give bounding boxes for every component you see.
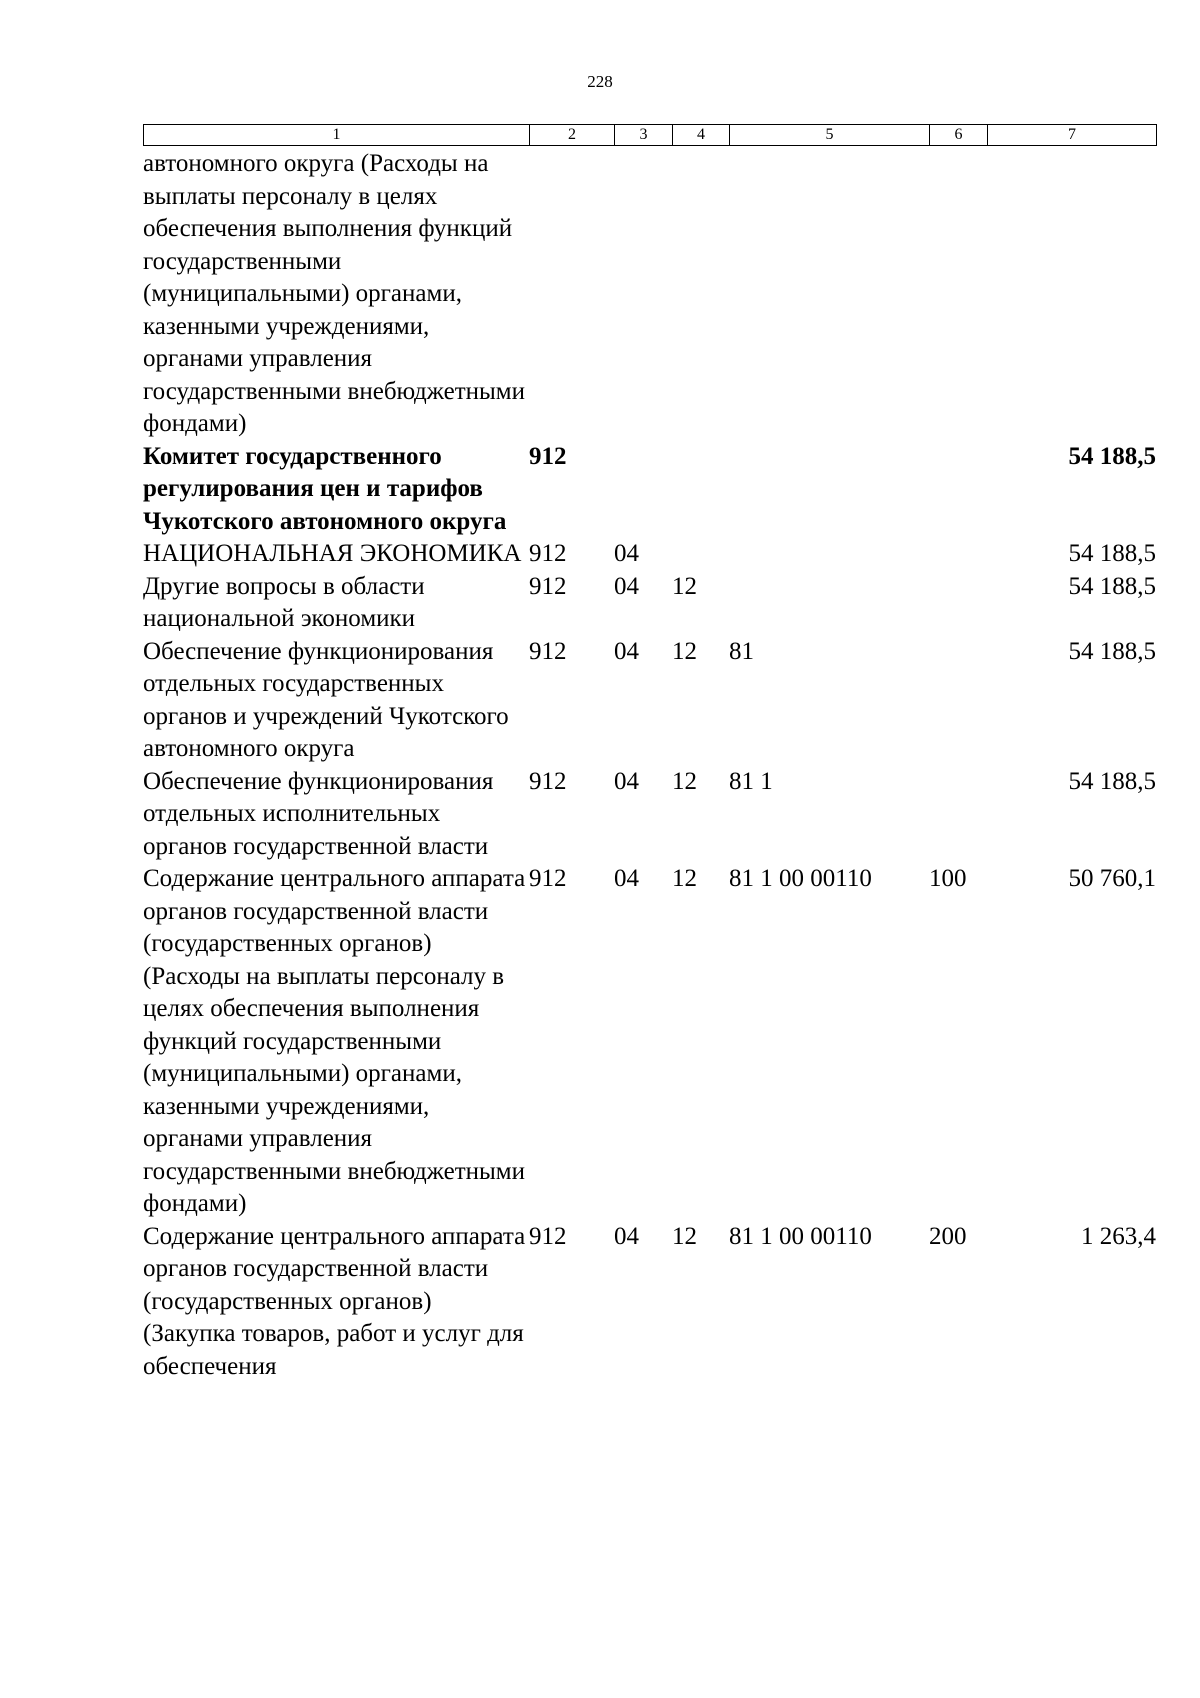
row-subsection: 12: [672, 572, 697, 600]
row-name: Обеспечение функционирования отдельных государственных органов и учреждений Чукотского автономного округа: [143, 637, 509, 762]
row-expense-type: [929, 571, 987, 636]
row-target-article: 81 1 00 00110: [729, 1222, 872, 1250]
row-target-article: [729, 571, 929, 636]
row-expense-type: 100: [929, 865, 967, 892]
row-subsection: 12: [672, 767, 697, 795]
row-section: 04: [614, 540, 639, 567]
page-number: 228: [587, 72, 613, 91]
row-expense-type: [929, 636, 987, 766]
row-target-article: [729, 148, 929, 441]
row-subsection: [672, 441, 729, 539]
row-section: 04: [614, 865, 639, 892]
row-admin-code: 912: [529, 767, 567, 795]
row-name: Обеспечение функционирования отдельных исполнительных органов государственной власти: [143, 767, 494, 860]
row-amount: 54 188,5: [1068, 637, 1156, 665]
row-expense-type: [929, 148, 987, 441]
budget-table: [143, 148, 1156, 1383]
row-admin-code: 912: [529, 637, 567, 665]
column-number-7: 7: [988, 125, 1157, 146]
row-admin-code: 912: [529, 540, 567, 567]
row-name: Содержание центрального аппарата органов государственной власти (государственных органов) (Расходы на выплаты персоналу в целях обеспечения выполнения функций государственными (муниципальными) органами, казенными учреждениями, органами управления государственными внебюджетными фондами): [143, 865, 526, 1217]
column-number-3: 3: [615, 125, 673, 146]
column-number-2: 2: [530, 125, 615, 146]
table-row: [143, 571, 1156, 636]
row-amount: 1 263,4: [1081, 1222, 1156, 1250]
row-section: 04: [614, 637, 639, 665]
row-admin-code: [529, 148, 614, 441]
row-section: 04: [614, 1222, 639, 1250]
row-target-article: 81 1 00 00110: [729, 865, 872, 892]
row-admin-code: 912: [529, 442, 567, 470]
table-row: [143, 863, 1156, 1221]
column-number-row: [144, 125, 1157, 146]
row-admin-code: 912: [529, 572, 567, 600]
column-number-6: 6: [930, 125, 988, 146]
row-target-article: [729, 441, 929, 539]
row-name: НАЦИОНАЛЬНАЯ ЭКОНОМИКА: [143, 540, 522, 567]
row-admin-code: 912: [529, 865, 567, 892]
row-target-article: 81: [729, 637, 754, 665]
table-row: [143, 441, 1156, 539]
row-admin-code: 912: [529, 1222, 567, 1250]
column-number-1: 1: [144, 125, 530, 146]
row-name: Комитет государственного регулирования цен и тарифов Чукотского автономного округа: [143, 442, 507, 535]
row-target-article: 81 1: [729, 767, 773, 795]
row-name: Содержание центрального аппарата органов государственной власти (государственных органов) (Закупка товаров, работ и услуг для обеспечения: [143, 1222, 526, 1380]
row-amount: 54 188,5: [1068, 442, 1156, 470]
row-expense-type: [929, 441, 987, 539]
row-expense-type: 200: [929, 1222, 967, 1250]
row-target-article: [729, 538, 929, 571]
row-section: 04: [614, 767, 639, 795]
table-row: [143, 538, 1156, 571]
row-amount: 54 188,5: [1068, 540, 1156, 567]
row-section: [614, 441, 672, 539]
row-subsection: [672, 538, 729, 571]
column-header-table: [143, 124, 1157, 146]
row-amount: [987, 148, 1156, 441]
table-row: [143, 1221, 1156, 1384]
row-name: автономного округа (Расходы на выплаты персоналу в целях обеспечения выполнения функций государственными (муниципальными) органами, казенными учреждениями, органами управления государственными внебюджетными фондами): [143, 150, 526, 437]
row-subsection: 12: [672, 637, 697, 665]
row-expense-type: [929, 766, 987, 864]
row-section: [614, 148, 672, 441]
row-subsection: 12: [672, 865, 697, 892]
row-subsection: [672, 148, 729, 441]
column-number-4: 4: [673, 125, 730, 146]
column-number-5: 5: [730, 125, 930, 146]
row-amount: 54 188,5: [1068, 767, 1156, 795]
row-subsection: 12: [672, 1222, 697, 1250]
row-section: 04: [614, 572, 639, 600]
table-row: [143, 766, 1156, 864]
table-row: [143, 148, 1156, 441]
row-amount: 50 760,1: [1068, 865, 1156, 892]
row-expense-type: [929, 538, 987, 571]
table-row: [143, 636, 1156, 766]
row-amount: 54 188,5: [1068, 572, 1156, 600]
row-name: Другие вопросы в области национальной экономики: [143, 572, 425, 632]
